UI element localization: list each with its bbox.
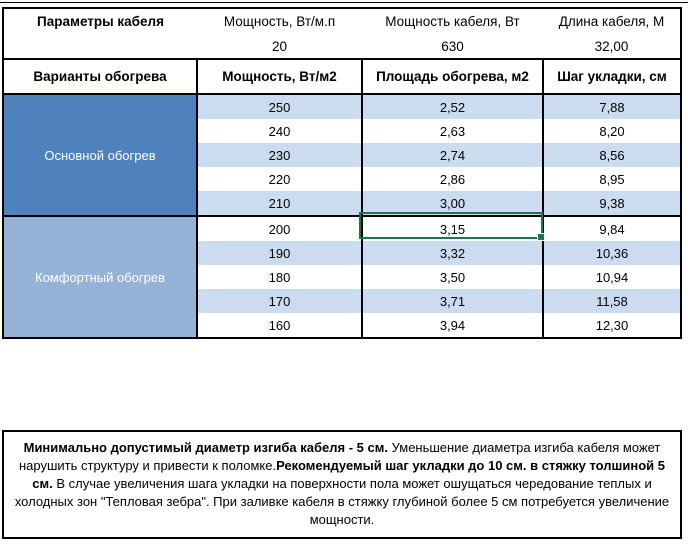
power-cell[interactable]: 190 [197,241,362,265]
note-text-bend-warning: Уменьшение диаметра изгиба кабеля может нарушить структуру и привести к поломке. [18,440,661,473]
area-cell-selected[interactable]: 3,15 [362,216,543,241]
area-cell[interactable]: 2,63 [362,119,543,143]
power-cell[interactable]: 210 [197,191,362,216]
params-label-row [3,8,681,34]
param-value-cable-power[interactable]: 630 [441,38,464,54]
step-cell[interactable]: 8,56 [543,143,681,167]
params-value-row [3,34,681,59]
power-cell[interactable]: 240 [197,119,362,143]
param-label-cable-length[interactable]: Длина кабеля, М [558,14,665,29]
col-header-step[interactable]: Шаг укладки, см [543,59,681,94]
step-cell[interactable]: 8,20 [543,119,681,143]
step-cell[interactable]: 10,94 [543,265,681,289]
step-cell[interactable]: 9,38 [543,191,681,216]
area-cell[interactable]: 3,00 [362,191,543,216]
power-cell[interactable]: 200 [197,216,362,241]
note-box[interactable] [2,430,682,539]
power-cell[interactable]: 230 [197,143,362,167]
area-cell[interactable]: 3,50 [362,265,543,289]
step-cell[interactable]: 8,95 [543,167,681,191]
param-label-power-per-m[interactable]: Мощность, Вт/м.п [223,14,336,29]
area-cell[interactable]: 3,71 [362,289,543,313]
param-value-power-per-m[interactable]: 20 [271,38,288,54]
step-cell[interactable]: 11,58 [543,289,681,313]
column-header-row [3,59,681,94]
col-header-area[interactable]: Площадь обогрева, м2 [362,59,543,94]
note-bold-recommended-step: Рекомендуемый шаг укладки до 10 см. в стяжку толшиной 5 см. [32,458,665,491]
power-cell[interactable]: 250 [197,94,362,119]
area-cell[interactable]: 3,94 [362,313,543,338]
power-cell[interactable]: 220 [197,167,362,191]
table-row [3,216,681,241]
step-cell[interactable]: 10,36 [543,241,681,265]
table-row [3,94,681,119]
area-cell[interactable]: 2,86 [362,167,543,191]
col-header-variants[interactable]: Варианты обогрева [3,59,197,94]
empty-cell[interactable] [3,34,197,59]
step-cell[interactable]: 9,84 [543,216,681,241]
section-cell-comfort-heating[interactable]: Комфортный обогрев [3,216,197,338]
params-title-cell[interactable]: Параметры кабеля [37,14,164,29]
top-gridline [0,2,688,3]
section-cell-main-heating[interactable]: Основной обогрев [3,94,197,216]
step-cell[interactable]: 12,30 [543,313,681,338]
col-header-power[interactable]: Мощность, Вт/м2 [197,59,362,94]
step-cell[interactable]: 7,88 [543,94,681,119]
power-cell[interactable]: 170 [197,289,362,313]
heating-table [2,7,682,339]
note-text-zebra-warning: В случае увеличения шага укладки на поверхности пола может ошущаться чередование теплых и холодных зон "Тепловая зебра". При заливке кабеля в стяжку глубиной более 5 см потребуется увеличение мощности. [14,476,670,527]
area-cell[interactable]: 3,32 [362,241,543,265]
power-cell[interactable]: 180 [197,265,362,289]
param-label-cable-power[interactable]: Мощность кабеля, Вт [385,14,520,29]
note-bold-bend-diameter: Минимально допустимый диаметр изгиба кабеля - 5 см. [23,440,388,455]
area-cell[interactable]: 2,52 [362,94,543,119]
power-cell[interactable]: 160 [197,313,362,338]
param-value-cable-length[interactable]: 32,00 [594,38,629,54]
area-cell[interactable]: 2,74 [362,143,543,167]
